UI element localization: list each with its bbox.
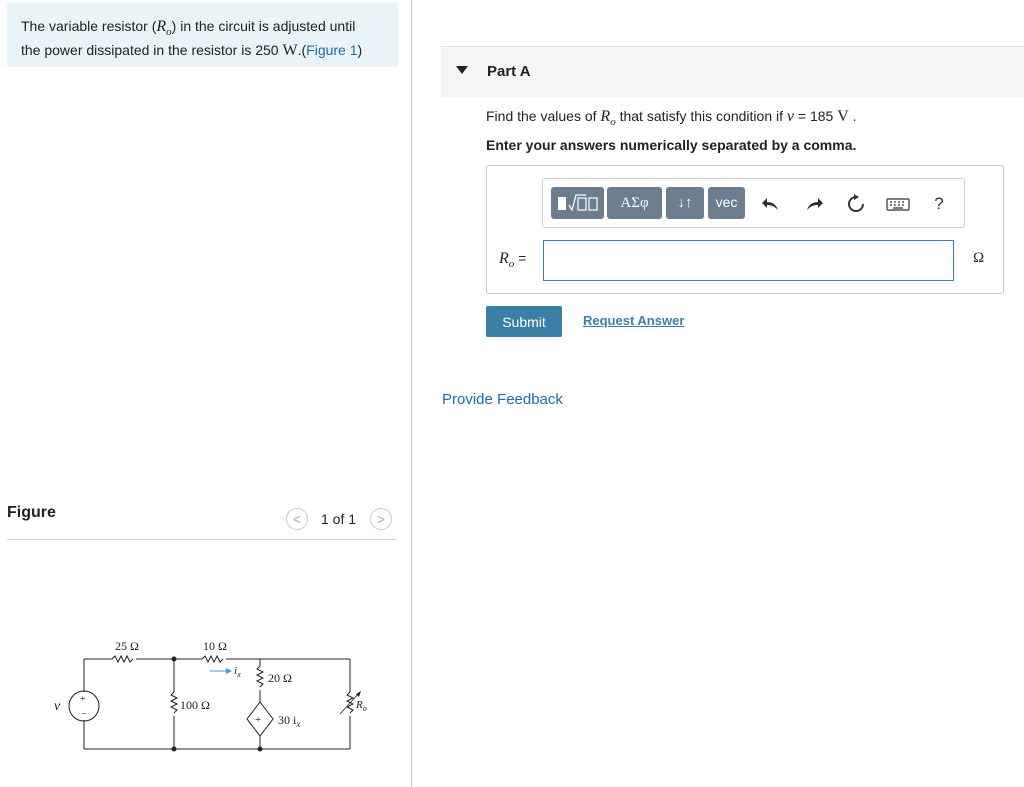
keyboard-button[interactable] bbox=[886, 193, 910, 215]
ro-circuit-label: $R_o$ bbox=[356, 699, 367, 713]
dep-source-label: 30 $i_x$ bbox=[278, 713, 301, 729]
problem-line-1: The variable resistor $(R_o)$ in the circuit is adjusted until bbox=[21, 18, 356, 39]
provide-feedback-link[interactable]: Provide Feedback bbox=[442, 391, 563, 408]
r100-label: 100 Ω bbox=[180, 698, 210, 712]
submit-button[interactable]: Submit bbox=[486, 306, 562, 337]
r20-label: 20 Ω bbox=[268, 671, 292, 685]
figure-pager-text: 1 of 1 bbox=[321, 511, 357, 527]
redo-button[interactable] bbox=[803, 193, 825, 215]
prev-figure-button[interactable]: < bbox=[286, 508, 308, 530]
vector-button[interactable]: vec bbox=[708, 187, 745, 219]
r10-label: 10 Ω bbox=[203, 639, 227, 653]
problem-statement bbox=[7, 3, 398, 67]
keyboard-icon bbox=[886, 193, 910, 215]
figure-divider bbox=[7, 539, 397, 540]
dep-source-plus: + bbox=[255, 714, 262, 726]
r25-label: 25 Ω bbox=[115, 639, 139, 653]
undo-button[interactable] bbox=[760, 193, 782, 215]
answer-input[interactable] bbox=[543, 240, 954, 281]
reset-button[interactable] bbox=[845, 193, 867, 215]
resistor-10 bbox=[202, 656, 223, 662]
part-title: Part A bbox=[487, 63, 531, 80]
subscript-superscript-button[interactable]: ↓↑ bbox=[666, 187, 704, 219]
undo-icon bbox=[760, 193, 782, 215]
unit-label: Ω bbox=[973, 250, 985, 266]
resistor-100 bbox=[171, 692, 177, 713]
question-text: Find the values of $R_o$ that satisfy this condition if v = 185 V . bbox=[486, 108, 857, 128]
panel-divider bbox=[411, 0, 412, 787]
answer-label: $R_o$ = bbox=[499, 250, 527, 270]
figure-link[interactable]: Figure 1 bbox=[306, 42, 358, 59]
v-label: v bbox=[54, 699, 61, 714]
template-icon bbox=[551, 187, 604, 219]
source-minus: − bbox=[81, 709, 87, 720]
resistor-25 bbox=[112, 656, 133, 662]
collapse-arrow-icon[interactable] bbox=[456, 66, 468, 74]
redo-icon bbox=[803, 193, 825, 215]
templates-button[interactable] bbox=[551, 187, 604, 219]
greek-symbols-button[interactable]: ΑΣφ bbox=[607, 187, 662, 219]
help-button[interactable]: ? bbox=[934, 194, 944, 213]
reset-icon bbox=[845, 193, 867, 215]
next-figure-button[interactable]: > bbox=[370, 508, 392, 530]
figure-title: Figure bbox=[7, 504, 56, 521]
source-plus: + bbox=[80, 694, 86, 705]
circuit-diagram bbox=[40, 630, 370, 760]
ix-label: $i_x$ bbox=[234, 665, 241, 679]
instruction-text: Enter your answers numerically separated by a comma. bbox=[486, 137, 857, 153]
problem-line-2: the power dissipated in the resistor is 250 W.(Figure 1) bbox=[21, 42, 363, 60]
resistor-20 bbox=[257, 666, 263, 687]
request-answer-link[interactable]: Request Answer bbox=[583, 313, 685, 328]
ro-variable: $R_o$ bbox=[156, 18, 172, 39]
